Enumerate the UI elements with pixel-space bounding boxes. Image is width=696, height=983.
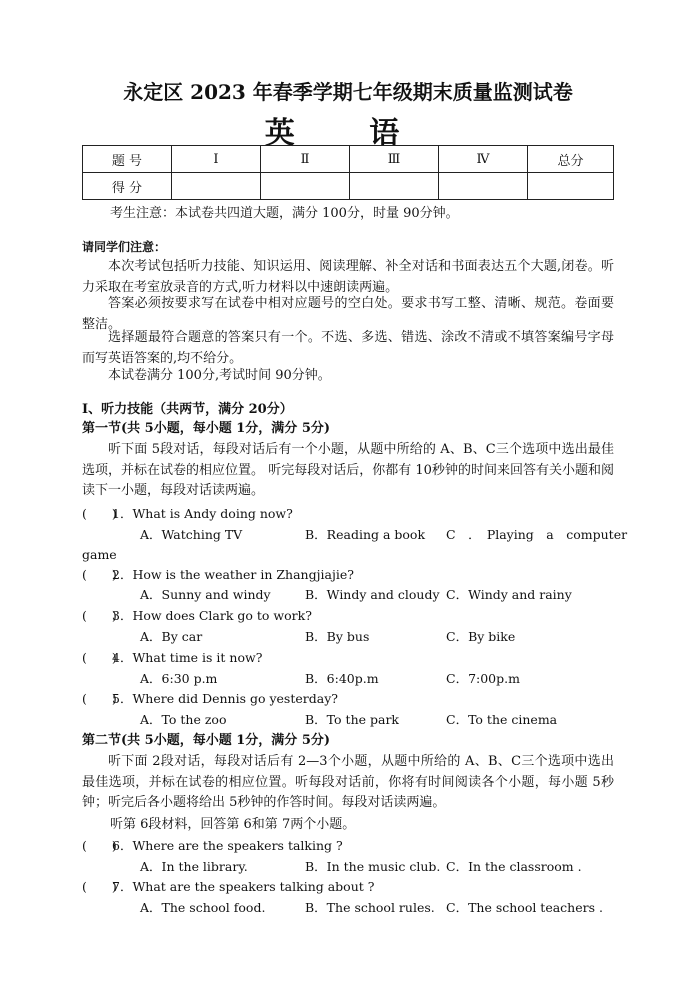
answer-blank[interactable]: ( ) <box>82 506 117 521</box>
question-stem: 5．Where did Dennis go yesterday? <box>112 691 338 706</box>
header-cell: 总分 <box>528 146 614 173</box>
option-a: A．To the zoo <box>140 712 227 727</box>
score-row-label: 得 分 <box>83 173 172 200</box>
question-2 <box>82 565 614 585</box>
question-stem: 4．What time is it now? <box>112 650 263 665</box>
answer-blank[interactable]: ( ) <box>82 608 117 623</box>
header-cell: Ⅲ <box>350 146 439 173</box>
question-stem: 7．What are the speakers talking about ? <box>112 879 375 894</box>
score-cell[interactable] <box>261 173 350 200</box>
question-stem: 2．How is the weather in Zhangjiajie? <box>112 567 354 582</box>
option-a: A．In the library. <box>140 859 248 874</box>
score-cell[interactable] <box>350 173 439 200</box>
option-b: B．6:40p.m <box>305 671 379 686</box>
answer-blank[interactable]: ( ) <box>82 691 117 706</box>
answer-blank[interactable]: ( ) <box>82 567 117 582</box>
option-b: B．In the music club. <box>305 859 441 874</box>
header-cell: Ⅳ <box>439 146 528 173</box>
answer-blank[interactable]: ( ) <box>82 650 117 665</box>
option-a: A．Watching TV <box>140 527 243 542</box>
part1-instructions: 听下面 5段对话，每段对话后有一个小题，从题中所给的 A、B、C三个选项中选出最佳选项，并标在试卷的相应位置。 听完每段对话后，你都有 10秒钟的时间来回答有关小题和阅读下一小题，每段对话读两遍。 <box>82 442 614 498</box>
header-cell: Ⅰ <box>172 146 261 173</box>
attention-item: 选择题最符合题意的答案只有一个。不选、多选、错选、涂改不清或不填答案编号字母而写英语答案的,均不给分。 <box>82 330 614 366</box>
question-3 <box>82 606 614 626</box>
question-1 <box>82 504 614 524</box>
question-4 <box>82 648 614 668</box>
option-a: A．By car <box>140 629 203 644</box>
score-cell[interactable] <box>528 173 614 200</box>
option-c: C．By bike <box>446 629 516 644</box>
option-c: C ． Playing a computer <box>446 527 628 542</box>
option-c-continued: game <box>82 547 117 562</box>
part2-instructions: 听下面 2段对话，每段对话后有 2—3个小题，从题中所给的 A、B、C三个选项中选出最佳选项，并标在试卷的相应位置。听每段对话前，你将有时间阅读各个小题，每小题 5秒钟；听完后各小题将给出 5秒钟的作答时间。每段对话读两遍。 <box>82 754 614 810</box>
question-7 <box>82 877 614 897</box>
answer-blank[interactable]: ( ) <box>82 838 117 853</box>
part2-material-note: 听第 6段材料，回答第 6和第 7两个小题。 <box>110 817 356 832</box>
score-table <box>82 145 614 200</box>
score-cell[interactable] <box>439 173 528 200</box>
score-table-score-row <box>83 173 614 200</box>
header-cell: Ⅱ <box>261 146 350 173</box>
option-b: B．The school rules. <box>305 900 435 915</box>
question-6 <box>82 836 614 856</box>
option-c: C．In the classroom . <box>446 859 582 874</box>
option-b: B．To the park <box>305 712 400 727</box>
option-a: A．6:30 p.m <box>140 671 218 686</box>
option-b: B．Reading a book <box>305 527 426 542</box>
candidate-notice: 考生注意：本试卷共四道大题，满分 100分，时量 90分钟。 <box>110 206 459 221</box>
attention-item: 本试卷满分 100分,考试时间 90分钟。 <box>108 368 331 383</box>
part1-heading: 第一节(共 5小题，每小题 1分，满分 5分) <box>82 421 331 436</box>
question-stem: 3．How does Clark go to work? <box>112 608 312 623</box>
question-stem: 6．Where are the speakers talking ? <box>112 838 343 853</box>
option-a: A．The school food. <box>140 900 266 915</box>
part2-heading: 第二节(共 5小题，每小题 1分，满分 5分) <box>82 733 331 748</box>
option-c: C．The school teachers . <box>446 900 603 915</box>
score-table-header-row <box>83 146 614 173</box>
attention-item: 本次考试包括听力技能、知识运用、阅读理解、补全对话和书面表达五个大题,闭卷。听力采取在考室放录音的方式,听力材料以中速朗读两遍。 <box>82 259 614 295</box>
attention-item: 答案必须按要求写在试卷中相对应题号的空白处。要求书写工整、清晰、规范。卷面要整洁。 <box>82 296 614 332</box>
option-b: B．By bus <box>305 629 370 644</box>
option-a: A．Sunny and windy <box>140 587 271 602</box>
attention-heading: 请同学们注意： <box>82 240 167 254</box>
option-b: B．Windy and cloudy <box>305 587 440 602</box>
section1-heading: Ⅰ、听力技能（共两节，满分 20分） <box>82 402 293 417</box>
header-cell: 题 号 <box>83 146 172 173</box>
answer-blank[interactable]: ( ) <box>82 879 117 894</box>
option-c: C．Windy and rainy <box>446 587 572 602</box>
question-5 <box>82 689 614 709</box>
question-stem: 1．What is Andy doing now? <box>112 506 293 521</box>
option-c: C．7:00p.m <box>446 671 520 686</box>
option-c: C．To the cinema <box>446 712 558 727</box>
score-cell[interactable] <box>172 173 261 200</box>
exam-title: 永定区 2023 年春季学期七年级期末质量监测试卷 <box>123 80 573 104</box>
subject-title: 英 语 <box>264 116 432 151</box>
